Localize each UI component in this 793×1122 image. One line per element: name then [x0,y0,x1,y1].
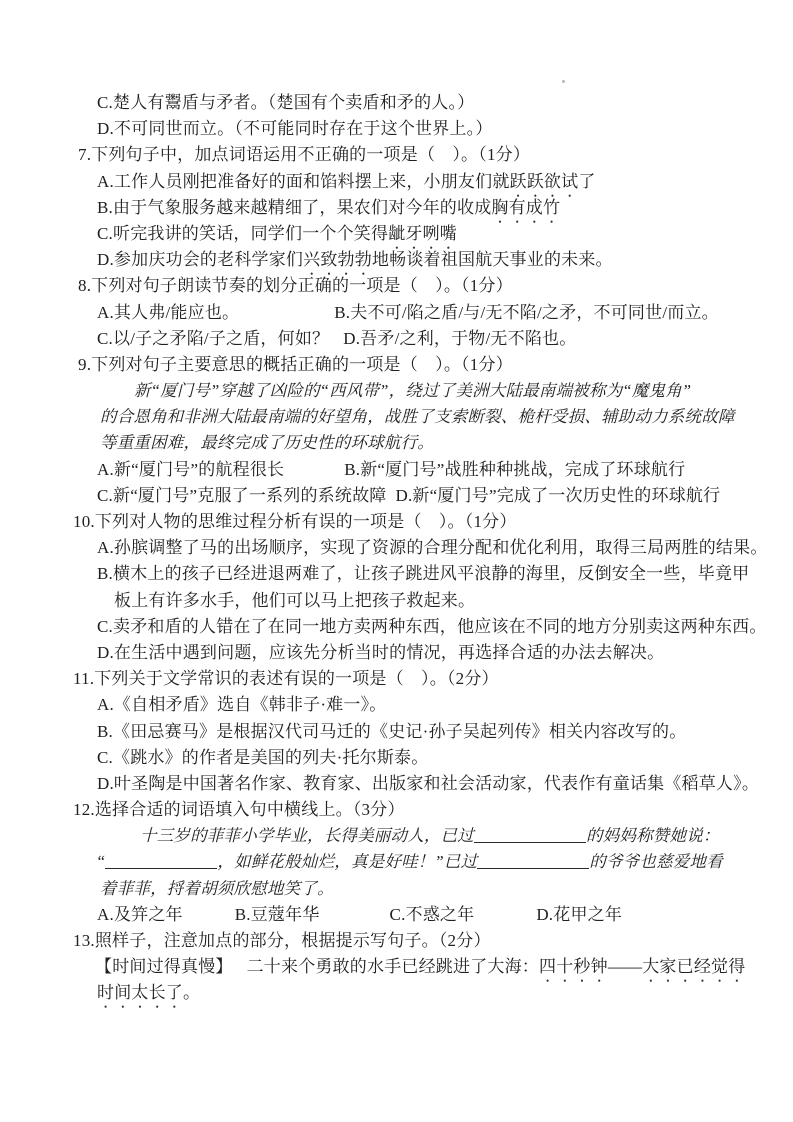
text-run: —— [607,957,643,977]
text-run: D.在生活中遇到问题，应该先分析当时的情况，再选择合适的办法去解决。 [97,642,665,662]
q10-option-c [0,614,793,640]
q13-stem [0,928,793,954]
q11-option-c [0,745,793,771]
text-run: B.豆蔻年华 [234,904,320,924]
q12-passage-line1 [0,823,793,849]
text-run: 十三岁的菲菲小学毕业，长得美丽动人，已过 [140,826,474,846]
text-run: D.吾矛/之利，于物/无不陷也。 [343,328,577,348]
q11-option-a [0,692,793,718]
q13-example-line2 [0,980,793,1006]
text-run: A.工作人员刚把准备好的面和馅料摆上来，小朋友们就 [97,171,510,191]
q12-stem [0,797,793,823]
fill-in-blank-line [474,830,586,843]
text-run: ，如鲜花般灿烂，真是好哇！”已过 [217,852,478,872]
text-run: 了 [578,171,596,191]
emphasized-text: 大家已经觉得 [642,957,746,977]
text-run: 。 [183,983,201,1003]
text-run: D.不可同世而立。（不可能同时存在于这个世界上。） [97,119,493,139]
text-run: 【时间过得真慢】 [95,957,233,977]
text-run: 7.下列句子中，加点词语运用不正确的一项是（ ）。（1分） [78,145,531,165]
q9-options-cd [0,483,793,509]
q6-option-d [0,116,793,142]
emphasized-text: 胸有成竹 [491,197,561,217]
text-run: A.孙膑调整了马的出场顺序，实现了资源的合理分配和优化利用，取得三局两胜的结果。 [97,538,768,558]
q9-options-ab [0,457,793,483]
text-run: D.叶圣陶是中国著名作家、教育家、出版家和社会活动家，代表作有童话集《稻草人》。 [97,773,760,793]
text-run: 二十来个勇敢的水手已经跳进了大海： [246,957,540,977]
text-run: D.花甲之年 [536,904,623,924]
q10-option-b-line2 [0,588,793,614]
text-run: A.新“厦门号”的航程很长 [97,459,285,479]
text-run: 9.下列对句子主要意思的概括正确的一项是（ ）。（1分） [78,354,513,374]
text-run: A.其人弗/能应也。 [97,302,240,322]
q7-option-d [0,247,793,273]
text-run: B.新“厦门号”战胜种种挑战，完成了环球航行 [344,459,686,479]
q10-option-a [0,535,793,561]
q8-stem [0,273,793,299]
q8-options-ab [0,300,793,326]
text-run: C.不惑之年 [389,904,475,924]
emphasized-text: 四十秒钟 [539,957,608,977]
text-run: B.由于气象服务越来越精细了，果农们对今年的收成 [97,197,492,217]
fill-in-blank-line [105,856,217,869]
emphasized-text: 兴致勃勃 [303,250,372,270]
q10-option-b-line1 [0,561,793,587]
q8-options-cd [0,326,793,352]
text-run: C.《跳水》的作者是美国的列夫·托尔斯泰。 [97,747,429,767]
q11-option-d [0,771,793,797]
q13-example-line1 [0,954,793,980]
q12-passage-line2 [0,849,793,875]
text-run: D.新“厦门号”完成了一次历史性的环球航行 [395,485,721,505]
q7-option-c [0,221,793,247]
q7-option-a [0,169,793,195]
text-run: 8.下列对句子朗读节奏的划分正确的一项是（ ）。（1分） [78,276,513,296]
text-run: 板上有许多水手，他们可以马上把孩子救起来。 [114,590,476,610]
text-run: B.夫不可/陷之盾/与/无不陷/之矛，不可同世/而立。 [334,302,719,322]
text-run: C.卖矛和盾的人错在了在同一地方卖两种东西，他应该在不同的地方分别卖这两种东西。 [97,616,767,636]
text-run: D.参加庆功会的老科学家们 [97,250,304,270]
fill-in-blank-line [477,856,589,869]
q12-passage-line3 [0,876,793,902]
q9-passage-line3 [0,430,793,456]
text-run: 等重重困难，最终完成了历史性的环球航行。 [100,433,434,453]
q9-stem [0,352,793,378]
emphasized-text: 龇牙咧嘴 [388,223,458,243]
text-run: C.新“厦门号”克服了一系列的系统故障 [97,485,387,505]
scan-artifact-dot [562,80,565,83]
q7-option-b [0,195,793,221]
text-run: C.楚人有鬻盾与矛者。（楚国有个卖盾和矛的人。） [97,93,475,112]
text-run: 11.下列关于文学常识的表述有误的一项是（ ）。（2分） [73,669,499,689]
text-run: C.听完我讲的笑话，同学们一个个笑得 [97,223,389,243]
q6-option-c [0,90,793,116]
q9-passage-line1 [0,378,793,404]
text-run: 10.下列对人物的思维过程分析有误的一项是（ ）。（1分） [73,512,517,531]
text-run: 的爷爷也慈爱地看 [589,852,723,872]
text-run: 的妈妈称赞她说： [586,826,720,846]
text-run: 12.选择合适的词语填入句中横线上。（3分） [73,800,405,820]
exam-text-block [0,90,793,1007]
q7-stem [0,142,793,168]
text-run: 着菲菲，捋着胡须欣慰地笑了。 [100,878,334,898]
q12-options [0,902,793,928]
q10-option-d [0,640,793,666]
text-run: B.横木上的孩子已经进退两难了，让孩子跳进风平浪静的海里，反倒安全一些，毕竟甲 [97,564,750,584]
q9-passage-line2 [0,404,793,430]
text-run: B.《田忌赛马》是根据汉代司马迁的《史记·孙子吴起列传》相关内容改写的。 [97,721,687,741]
text-run: 的合恩角和非洲大陆最南端的好望角，战胜了支索断裂、桅杆受损、辅助动力系统故障 [100,407,735,427]
text-run: A.及笄之年 [97,904,183,924]
emphasized-text: 跃跃欲试 [509,171,579,191]
q11-stem [0,666,793,692]
q10-stem [0,509,793,535]
text-run: 13.照样子，注意加点的部分，根据提示写句子。（2分） [73,931,491,950]
q11-option-b [0,719,793,745]
emphasized-text: 时间太长了 [97,983,183,1003]
text-run: “ [96,852,106,872]
text-run: C.以/子之矛陷/子之盾，何如？ [97,328,330,348]
text-run: A.《自相矛盾》选自《韩非子·难一》。 [97,695,387,715]
text-run: 新“厦门号”穿越了凶险的“西风带”，绕过了美洲大陆最南端被称为“魔鬼角” [134,381,692,401]
text-run: 地畅谈着祖国航天事业的未来。 [371,250,613,270]
